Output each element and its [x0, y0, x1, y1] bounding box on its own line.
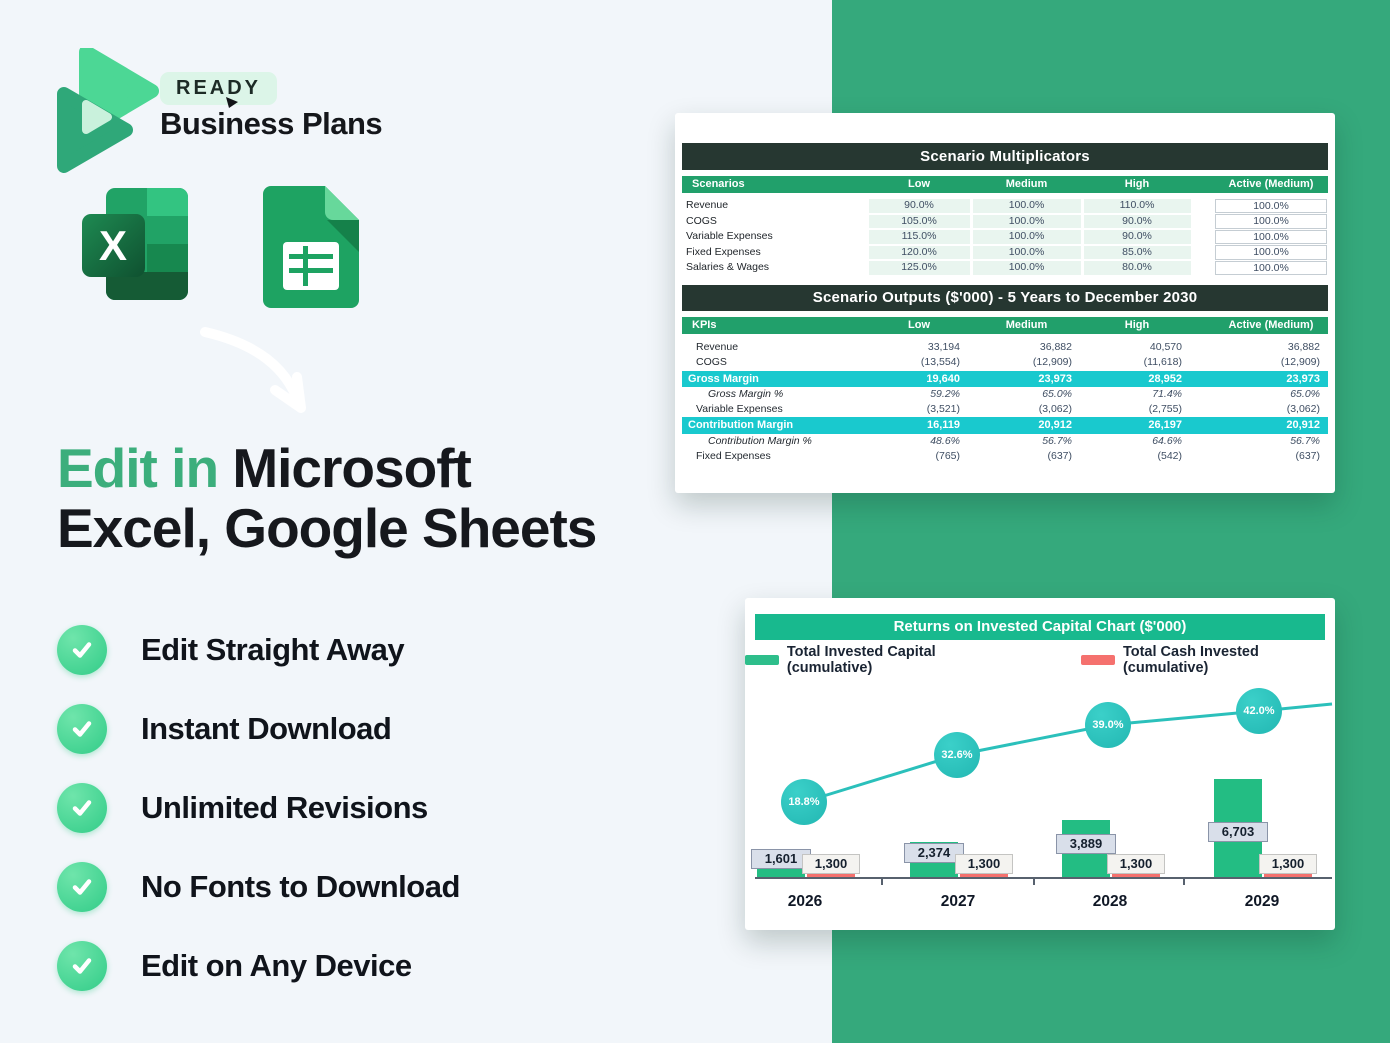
table-row	[682, 402, 1328, 417]
cell-value: 65.0%	[1042, 387, 1072, 400]
cell-value: 120.0%	[869, 246, 970, 260]
roic-bubble: 39.0%	[1085, 702, 1131, 748]
brand-name: Business Plans	[160, 106, 383, 141]
ready-badge: READY	[160, 72, 277, 105]
table-row	[682, 434, 1328, 449]
cell-value: (11,618)	[1143, 356, 1182, 369]
active-cell-value: 100.0%	[1215, 245, 1327, 260]
roic-bubble: 42.0%	[1236, 688, 1282, 734]
table-row-highlight	[682, 417, 1328, 433]
chart-card	[745, 598, 1335, 930]
cell-value: 36,882	[1039, 340, 1072, 353]
cell-value: 100.0%	[973, 199, 1081, 213]
row-label: Gross Margin %	[708, 387, 784, 400]
x-tick-label: 2029	[1244, 893, 1280, 910]
cell-value: 59.2%	[930, 387, 960, 400]
cell-value: 105.0%	[869, 215, 970, 229]
table-row	[682, 214, 1328, 230]
table-row-highlight	[682, 371, 1328, 387]
active-cell-value: 100.0%	[1215, 199, 1327, 214]
cell-value: 90.0%	[869, 199, 970, 213]
bar-label: 1,300	[1259, 854, 1317, 874]
cell-value: 71.4%	[1152, 387, 1182, 400]
feature-label: Unlimited Revisions	[141, 790, 428, 825]
column-header: Scenarios	[692, 178, 745, 190]
cursor-triangle-icon	[224, 95, 240, 109]
curved-arrow-icon	[195, 320, 335, 420]
cell-value: 23,973	[1286, 372, 1320, 385]
cell-value: 20,912	[1286, 419, 1320, 432]
cell-value: (12,909)	[1280, 356, 1320, 369]
check-icon	[57, 862, 107, 912]
bar-label: 6,703	[1208, 822, 1268, 842]
row-label: Gross Margin	[688, 372, 759, 385]
legend-label: Total Cash Invested (cumulative)	[1122, 644, 1259, 676]
outputs-header-row	[682, 317, 1328, 334]
cell-value: 56.7%	[1290, 434, 1320, 447]
x-tick-label: 2028	[1092, 893, 1128, 910]
x-tick-label: 2026	[787, 893, 823, 910]
feature-list	[57, 625, 617, 1020]
table-row	[682, 245, 1328, 261]
row-label: Variable Expenses	[696, 403, 783, 416]
bar-label: 1,300	[802, 854, 860, 874]
cell-value: 100.0%	[973, 215, 1081, 229]
check-icon	[57, 704, 107, 754]
legend-label: Total Invested Capital (cumulative)	[786, 644, 936, 676]
cell-value: 56.7%	[1042, 434, 1072, 447]
cell-value: 20,912	[1038, 419, 1072, 432]
active-cell-value: 100.0%	[1215, 230, 1327, 245]
bar-label: 2,374	[904, 843, 964, 863]
active-cell-value: 100.0%	[1215, 261, 1327, 276]
feature-item	[57, 704, 617, 754]
row-label: Fixed Expenses	[686, 245, 761, 258]
active-cell-value: 100.0%	[1215, 214, 1327, 229]
table-row	[682, 340, 1328, 355]
cell-value: 19,640	[926, 372, 960, 385]
feature-item	[57, 862, 617, 912]
cell-value: 40,570	[1149, 340, 1182, 353]
cell-value: 48.6%	[930, 434, 960, 447]
cell-value: 26,197	[1148, 419, 1182, 432]
table-row	[682, 449, 1328, 464]
page-title-word: Microsoft	[232, 437, 471, 499]
cell-value: (637)	[1047, 449, 1072, 462]
cell-value: 85.0%	[1084, 246, 1191, 260]
cell-value: 80.0%	[1084, 261, 1191, 275]
feature-item	[57, 783, 617, 833]
column-header: Active (Medium)	[1228, 318, 1314, 331]
cell-value: 28,952	[1148, 372, 1182, 385]
row-label: Revenue	[696, 340, 739, 353]
check-icon	[57, 941, 107, 991]
cell-value: (542)	[1157, 449, 1182, 462]
cell-value: (12,909)	[1032, 356, 1072, 369]
roic-bubble: 18.8%	[781, 779, 827, 825]
multiplicators-table	[682, 198, 1328, 276]
cell-value: 36,882	[1287, 340, 1320, 353]
cell-value: 90.0%	[1084, 230, 1191, 244]
row-label: Contribution Margin %	[708, 434, 812, 447]
google-sheets-icon	[263, 186, 359, 308]
bar-label: 1,601	[751, 849, 811, 869]
table-row	[682, 198, 1328, 214]
outputs-title-bar: Scenario Outputs ($'000) - 5 Years to December 2030	[682, 285, 1328, 311]
check-icon	[57, 783, 107, 833]
x-tick-label: 2027	[940, 893, 976, 910]
cell-value: 100.0%	[973, 261, 1081, 275]
cell-value: 115.0%	[869, 230, 970, 244]
cell-value: (637)	[1295, 449, 1320, 462]
cell-value: (3,062)	[1038, 403, 1072, 416]
row-label: Revenue	[686, 199, 729, 211]
excel-icon	[82, 186, 192, 308]
page-title-line2: Excel, Google Sheets	[57, 497, 597, 559]
column-header: Low	[908, 318, 930, 331]
cell-value: 23,973	[1038, 372, 1072, 385]
column-header: Active (Medium)	[1228, 178, 1314, 190]
svg-text:X: X	[98, 222, 128, 269]
table-row	[682, 387, 1328, 402]
brand-logo	[56, 48, 476, 178]
column-header: KPIs	[692, 318, 717, 331]
outputs-table	[682, 340, 1328, 464]
cell-value: (13,554)	[920, 356, 960, 369]
multiplicators-header-row	[682, 176, 1328, 193]
feature-label: Instant Download	[141, 711, 392, 746]
cell-value: 125.0%	[869, 261, 970, 275]
column-header: High	[1124, 318, 1150, 331]
column-header: Low	[908, 178, 930, 190]
feature-label: Edit Straight Away	[141, 632, 405, 667]
column-header: High	[1124, 178, 1150, 190]
row-label: Variable Expenses	[686, 230, 773, 243]
cell-value: 100.0%	[973, 246, 1081, 260]
column-header: Medium	[1005, 318, 1048, 331]
row-label: COGS	[696, 356, 727, 369]
cell-value: (765)	[935, 449, 960, 462]
page-title	[57, 438, 596, 558]
feature-label: No Fonts to Download	[141, 869, 460, 904]
logo-play-icon	[56, 48, 166, 178]
chart-title-bar: Returns on Invested Capital Chart ($'000)	[755, 614, 1325, 640]
cell-value: 64.6%	[1152, 434, 1182, 447]
row-label: Contribution Margin	[688, 419, 794, 432]
row-label: Fixed Expenses	[696, 449, 771, 462]
table-row	[682, 229, 1328, 245]
bar-label: 1,300	[955, 854, 1013, 874]
page-title-highlight: Edit in	[57, 437, 233, 499]
cell-value: 65.0%	[1290, 387, 1320, 400]
column-header: Medium	[1005, 178, 1048, 190]
cell-value: (2,755)	[1148, 403, 1182, 416]
cell-value: 100.0%	[973, 230, 1081, 244]
multiplicators-title-bar: Scenario Multiplicators	[682, 143, 1328, 170]
cell-value: 16,119	[926, 419, 960, 432]
roic-line	[745, 598, 1335, 930]
cell-value: 90.0%	[1084, 215, 1191, 229]
table-row	[682, 260, 1328, 276]
feature-label: Edit on Any Device	[141, 948, 412, 983]
spreadsheet-card	[675, 113, 1335, 493]
roic-bubble: 32.6%	[934, 732, 980, 778]
check-icon	[57, 625, 107, 675]
bar-label: 1,300	[1107, 854, 1165, 874]
cell-value: 33,194	[927, 340, 960, 353]
cell-value: (3,062)	[1286, 403, 1320, 416]
row-label: Salaries & Wages	[686, 261, 770, 274]
row-label: COGS	[686, 214, 717, 227]
feature-item	[57, 625, 617, 675]
table-row	[682, 355, 1328, 370]
bar-label: 3,889	[1056, 834, 1116, 854]
cell-value: 110.0%	[1084, 199, 1191, 213]
cell-value: (3,521)	[926, 403, 960, 416]
feature-item	[57, 941, 617, 991]
